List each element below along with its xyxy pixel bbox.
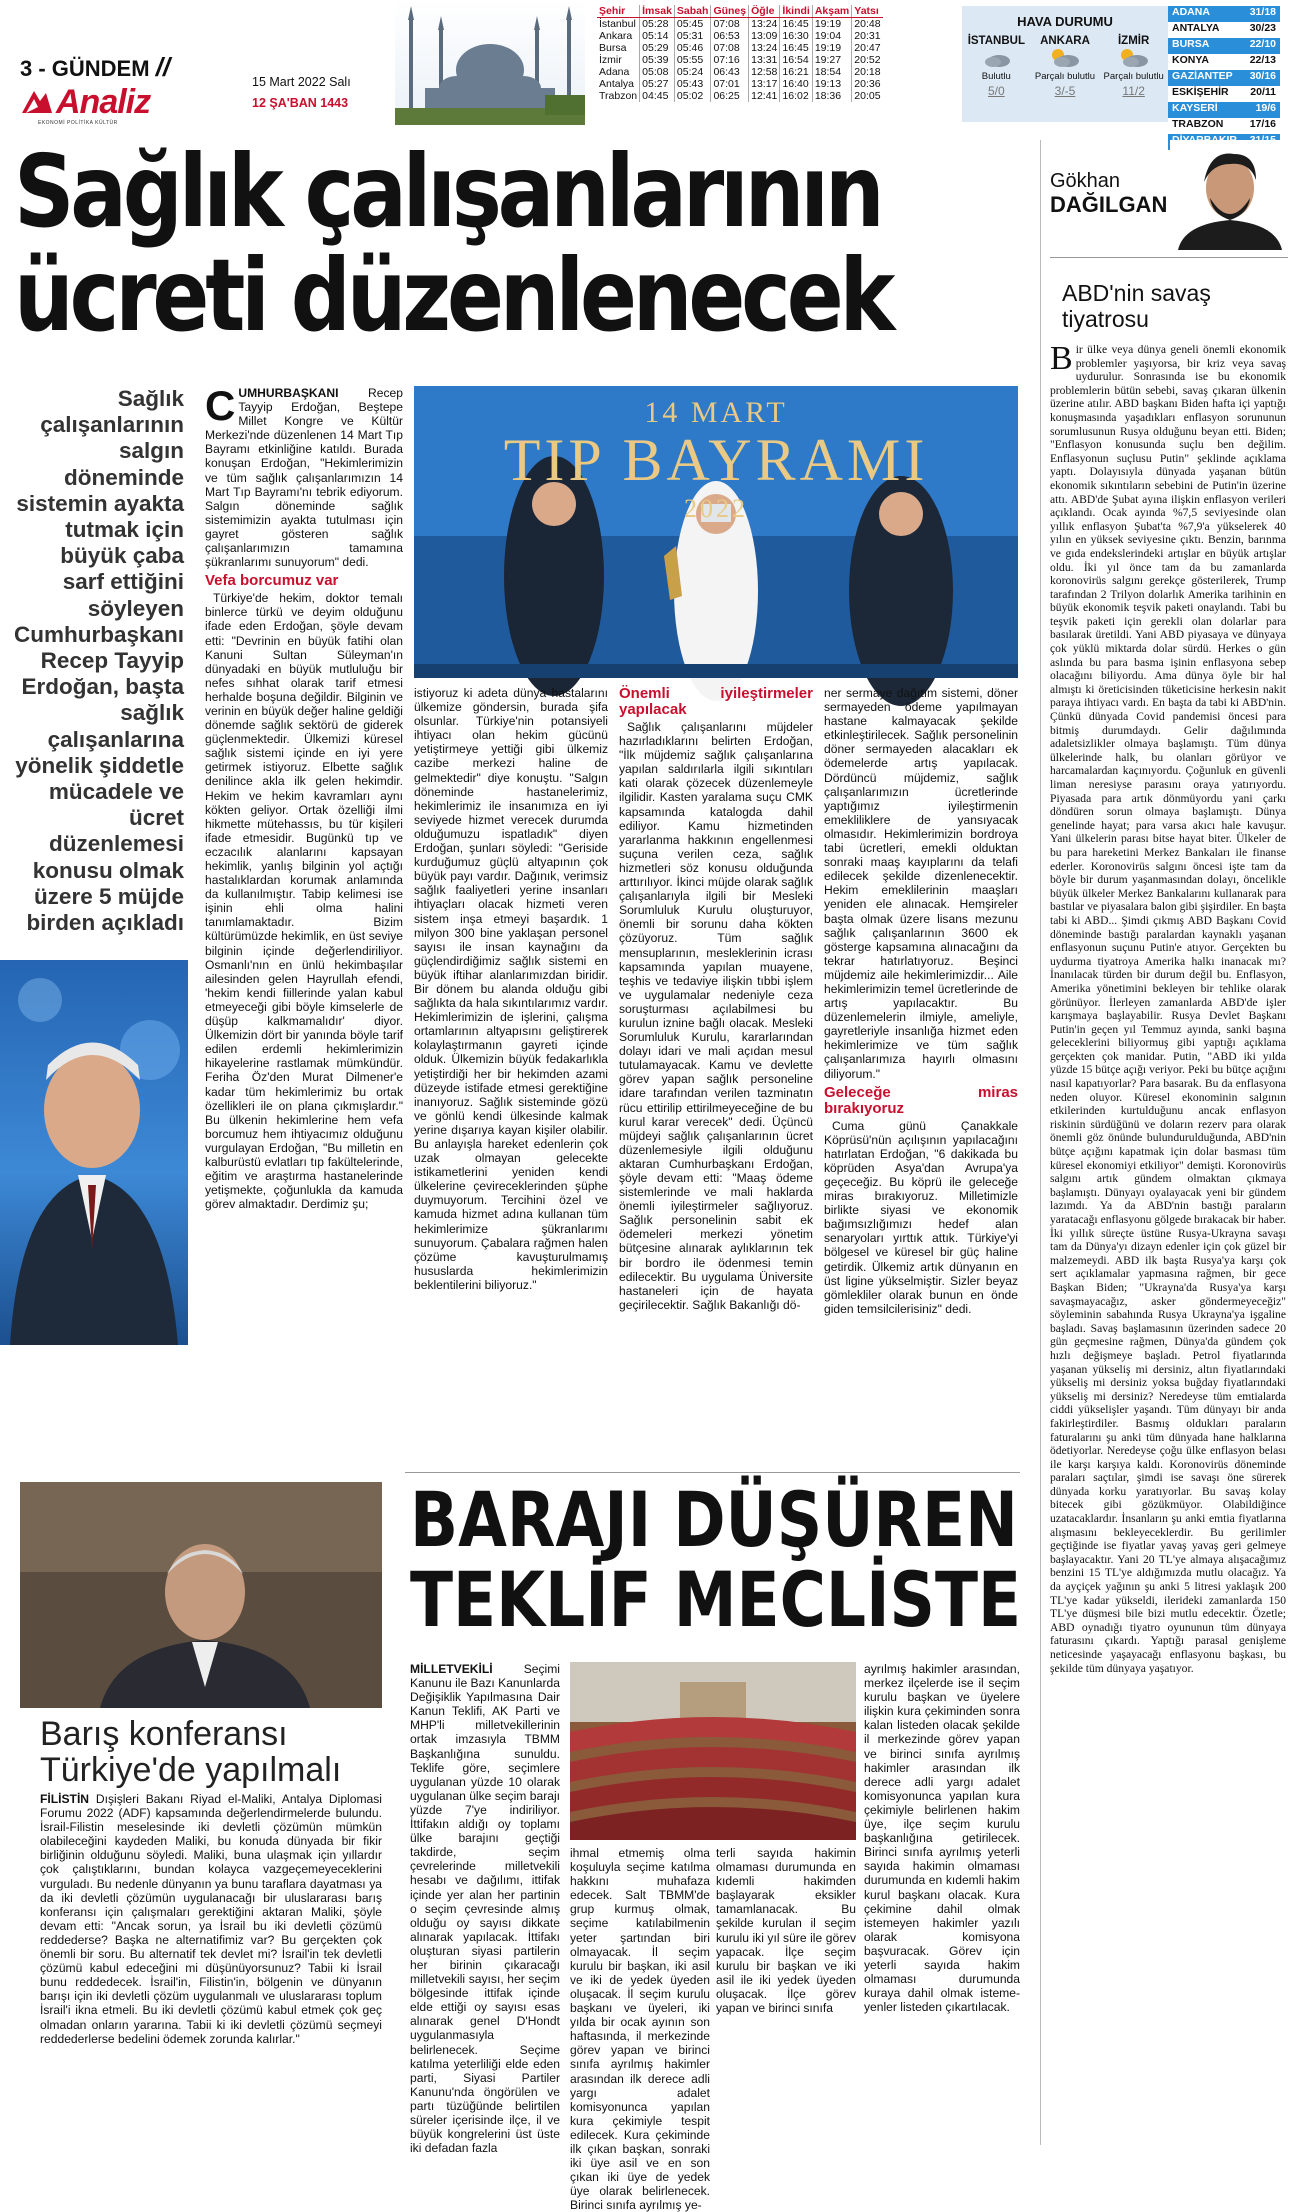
prayer-cell: 05:29	[640, 42, 675, 54]
prayer-row	[597, 42, 883, 54]
weather-list-city: ADANA	[1172, 6, 1210, 18]
partly-cloudy-icon	[1117, 47, 1151, 69]
weather-city	[1102, 35, 1166, 98]
weather-temp: 11/2	[1122, 84, 1145, 98]
prayer-cell: 07:01	[711, 78, 749, 90]
prayer-cell: 16:30	[780, 30, 812, 42]
weather-list-temp: 22/13	[1249, 54, 1276, 66]
weather-list-city: TRABZON	[1172, 118, 1224, 130]
columnist-divider	[1050, 257, 1288, 258]
weather-city	[1033, 35, 1097, 98]
prayer-cell: 06:43	[711, 66, 749, 78]
prayer-cell: 20:18	[852, 66, 883, 78]
subhead-miras: Geleceğe miras bırakıyoruz	[824, 1083, 1018, 1117]
story3-col4: ayrılmış hakimler arasından, merkez ilçelerde ise il seçim kurulu başkan ve üyelere ilişkin kura çekiminden sonra kalan listeden olacak şekilde il merkezinde görev yapan ve birinci sınıfa ayrılmış hakimler arasından ilk derece adli yargı adalet komisyonunca yapılan kura çekimiyle belirlenen hakim üye, ilçe seçim kurulu başkanlığına getirilecek. Birinci sınıfa ayrılmış yeterli sayıda hakimin olmaması durumunda en kıdemli hakim kurul başkanı olacak. Kura çekimine dahil olmak istemeyen hakimler yazılı olarak komisyona başvuracak. Görev için yeterli sayıda hakim olmaması durumunda kuraya dahil olmak isteme-yenler listeden çıkartılacak.	[864, 1662, 1020, 2015]
weather-list-row	[1168, 118, 1280, 134]
prayer-cell: 05:45	[674, 18, 711, 31]
weather-temp: 3/-5	[1054, 84, 1076, 98]
prayer-cell: Bursa	[599, 42, 627, 54]
parliament-photo	[570, 1662, 856, 1840]
prayer-cell: 13:17	[749, 78, 780, 90]
subhead-vefa: Vefa borcumuz var	[205, 572, 339, 590]
weather-city-name: İSTANBUL	[967, 35, 1025, 47]
prayer-cell: Adana	[599, 66, 630, 78]
story2-title: Barış konferansı Türkiye'de yapılmalı	[40, 1715, 342, 1789]
prayer-cell: 04:45	[640, 90, 675, 102]
prayer-cell: İzmir	[599, 54, 622, 66]
main-story-col4: ner sermaye dağıtım sistemi, döner sermayeden ödeme yapılmayan hastane kalmayacak şekilde etkinleştirilecek. Sağlık personelinin döner sermayeden alacakları ek ödemelerde artış yapılacak. Dördüncü müjdemiz, sağlık çalışanlarımızın ücretlerinde yaptığımız iyileştirmenin emekliliklere de yansıyacak olmasıdır. Hekimlerimizin bordroya tabi ücretleri, emekli olduktan sonraki maaş kayıplarını da telafi edilecek şekilde dizenlenecektir. Hekim emeklilerinin maaşları yeniden ele alınacak. Hemşireler başta olmak üzere lisans mezunu sağlık çalışanlarının 3600 ek gösterge kapsamına alınacağını da tekrar hatırlatıyoruz. Beşinci müjdemiz aile hekimlerimizdir... Aile hekimlerimizin temel ücretlerinde de artış yapılacaktır. Bu düzenlemelerin ilmiyle, ameliyle, gayretleriyle insanlığa hizmet eden hekimlerimize ve tüm sağlık çalışanlarımıza hayırlı olmasını diliyorum." Geleceğe miras bırakıyoruz Cuma günü Çanakkale Köprüsü'nün açılışının yapılacağını hatırlatan Erdoğan, "6 dakikada bu köprüden Asya'dan Avrupa'ya geçeceğiz. Bu köprü ile geleceğe miras bırakıyoruz. Milletimizle birlikte siyasi ve ekonomik bağımsızlığımızı hedef alan senaryoları yırttık attık. Türkiye'yi bölgesel ve küresel bir güç haline getirdik. Ülkemiz artık dünyanın en üst ligine yükselmiştir. Sizler beyaz gömlekliler olarak bunun en önde giden temsilcilerisiniz" dedi.	[824, 686, 1018, 1316]
weather-city-name: İZMİR	[1117, 35, 1150, 47]
weather-city-list	[1168, 6, 1280, 150]
prayer-col-header: Akşam	[812, 5, 851, 18]
prayer-cell: 05:08	[640, 66, 675, 78]
prayer-cell: 12:58	[749, 66, 780, 78]
prayer-cell: 05:43	[674, 78, 711, 90]
prayer-col-header: Sabah	[674, 5, 711, 18]
prayer-cell: Trabzon	[599, 90, 638, 102]
main-photo	[414, 386, 1018, 678]
main-story-col3: Önemli iyileştirmeler yapılacak Sağlık çalışanlarını müjdeler hazırladıklarını belirten Erdoğan, "İlk müjdemiz sağlık çalışanlarına yapılan saldırılarla ilgili sıkıntıları kati olarak çözecek düzenlemeyle ilgilidir. Kasten yaralama suçu CMK kapsamında katalogda dahil ediliyor. Kamu hizmetinden yararlanma hakkının engellenmesi suçuna verilen ceza, sağlık hizmetleri söz konusu olduğunda arttırılıyor. İkinci müjde olarak sağlık çalışanlarıyla ilgili bir Mesleki Sorumluluk Kurulu oluşturuyor, önemli bir sorunu daha kökten çözüyoruz. Tüm sağlık mensuplarının, mesleklerinin icrası kapsamında yapılan muayene, teşhis ve tedaviye ilişkin tıbbi işlem ve uygulamalar nedeniyle ceza soruşturması açılabilmesi bu kurulun iznine bağlı olacak. Mesleki Sorumluluk Kurulu, kararlarından dolayı idari ve mali açıdan mesul tutulamayacak. Kamu ve devlette görev yapan sağlık personeline idare tarafından verilen tazminatın rücu ettirilip ettirilmeyeceğine de bu kurul karar verecek" dedi. Üçüncü müjdeyi sağlık çalışanlarının ücret düzenlemesiyle ilgili olduğunu aktaran Cumhurbaşkanı Erdoğan, şöyle devam etti: "Maaş ödeme sistemlerinde ve mali haklarda önemli iyileştirmeler sağlıyoruz. Sağlık personelinin sabit ek ödemeleri merkezi yönetim bütçesine alınarak aylıklarının tek bir bordro ile ödenmesi temin edilecektir. Bu uygulama Üniversite hastaneleri için de hayata geçirilecektir. Sağlık Bakanlığı dö-	[619, 685, 813, 1312]
prayer-cell: 05:28	[640, 18, 675, 31]
weather-list-row	[1168, 38, 1280, 54]
columnist-first-name: Gökhan	[1050, 170, 1121, 192]
logo-tagline: EKONOMİ POLİTİKA KÜLTÜR	[38, 120, 118, 126]
photo-banner-line2: TIP BAYRAMI	[503, 427, 929, 493]
prayer-cell: 13:24	[749, 18, 780, 31]
prayer-cell: 07:08	[711, 18, 749, 31]
subhead-iyilestirmeler: Önemli iyileştirmeler yapılacak	[619, 685, 813, 718]
prayer-row	[597, 66, 883, 78]
prayer-row	[597, 18, 883, 31]
prayer-col-header: İmsak	[640, 5, 675, 18]
logo-text: Analiz	[56, 82, 151, 121]
photo-banner-line3: 2022	[684, 494, 748, 523]
story3-top-rule	[405, 1472, 1020, 1473]
prayer-col-header: Şehir	[597, 5, 640, 18]
prayer-cell: 05:46	[674, 42, 711, 54]
prayer-cell: 16:21	[780, 66, 812, 78]
story2-text: FİLİSTİN Dışişleri Bakanı Riyad el-Maliki, Antalya Diplomasi Forumu 2022 (ADF) kapsamında değerlendirmelerde bulundu. İsrail-Filistin meselesinde iki devletli çözümün mümkün olabileceğini kaydeden Maliki, bu konuda dünyada bir fikir birliğinin olduğunu söyledi. Maliki, buna ulaşmak için yıllardır çok çalıştıklarını, bundan kolayca vazgeçemeyeceklerini vurguladı. Bu nedenle dünyanın ya bunu taraflara dayatması ya da iki devletli çözümün uygulanacağı bir uluslararası barış konferansı için çalışmaları gerektiğini aktaran Maliki, şöyle devam etti: "Ancak sorun, ya İsrail bu iki devletli çözümü reddederse? Başka ne alternatifimiz var? Bu gerçekten çok önemli bir soru. Bu alternatif tek devlet mi? İsrail'in tek devletli çözümü kabul edeceğini mi düşünüyorsunuz? Tabii ki İsrail bunu reddedecek. İsrail'in, Filistin'in, bölgenin ve dünyanın barışı için iki devletli çözüm uygulanmalı ve uluslararası toplum İsrail'i ikna etmeli. Bu iki devletli çözümü kabul etmek çok geç olmadan onların yararına. Tabii ki iki devletli çözümü seçmeyi reddederlerse bedelini ödemek zorunda kalırlar."	[40, 1792, 382, 2046]
prayer-cell: 07:08	[711, 42, 749, 54]
prayer-cell: 20:48	[852, 18, 883, 31]
main-summary: Sağlık çalışanlarının salgın döneminde sistemin ayakta tutmak için büyük çaba sarf ettiğini söyleyen Cumhurbaşkanı Recep Tayyip Erdoğan, başta sağlık çalışanlarına yönelik şiddetle mücadele ve ücret düzenlemesi konusu olmak üzere 5 müjde birden açıkladı	[14, 386, 185, 936]
partly-cloudy-icon	[1048, 47, 1082, 69]
prayer-cell: 20:47	[852, 42, 883, 54]
weather-list-row	[1168, 102, 1280, 118]
story3-col1: MİLLETVEKİLİ Seçimi Kanunu ile Bazı Kanunlarda Değişiklik Yapılmasına Dair Kanun Teklifi, AK Parti ve MHP'li milletvekillerinin ortak imzasıyla TBMM Başkanlığına sunuldu. Teklife göre, seçimlere uygulanan yüzde 10 olarak uygulanan ülke seçim barajı yüzde 7'ye indiriliyor. İttifakın aldığı oy toplamı ülke barajını geçtiği takdirde, seçim çevrelerinde milletvekili hesabı ve dağılımı, ittifak içinde yer alan her partinin o seçim çevresinde almış olduğu oy sayısı dikkate alınarak yapılacak. İttifakı oluşturan siyasi partilerin her birinin çıkaracağı milletvekili sayısı, her seçim bölgesinde ittifak içinde elde ettiği oy sayısı esas alınarak genel D'Hondt uygulanmasıyla belirlenecek. Seçime katılma yeterliliği elde eden parti, Siyasi Partiler Kanunu'nda öngörülen ve partı tüzüğünde belirtilen süreler içerisinde ilçe, il ve büyük kongrelerini üst üste iki defadan fazla	[410, 1662, 560, 2156]
page-label: 3 - GÜNDEM //	[20, 52, 171, 82]
weather-list-temp: 30/23	[1249, 22, 1276, 34]
prayer-cell: 05:02	[674, 90, 711, 102]
logo	[20, 84, 200, 120]
column-text: Bir ülke veya dünya geneli önemli ekonomik problemler yaşıyorsa, bir kriz veya savaş uydurulur. Sonrasında ise bu ekonomik problemlerin bütün sebebi, savaş çıkaran ülkenin üzerine atılır. ABD başkanı Biden hafta içi yaptığı konuşmasında yaşadıkları enflasyon sorununun sorumlusunun Rusya olduğunu beyan etti. Biden; "Enflasyon konusunda suçlu ben değilim. Enflasyonun suçlusu Putin" şeklinde açıklama yaptı. Dolayısıyla dünyada yaşanan bütün ekonomik sıkıntıların sebebini de Putin'in üzerine attı. ABD'de Şubat ayına ilişkin enflasyon verileri açıklandı. Ocak ayında %7,5 seviyesinde olan yıllık enflasyon Şubat'ta %7,9'a yükselerek 40 yılın en yüksek seviyesine çıktı. Benzin, barınma ve gıda endekslerindeki artışlar en büyük artışlar oldu. İki yıl önce tam da bu zamanlarda koronovirüs salgını gerekçe gösterilerek, Trump tarafından 2 Trilyon dolarlık Amerika tarihinin en büyük ekonomik teşvik paketi onaylandı. Tabi bu teşvik paketi için gerekli olan dolarlar para basılarak üretildi. Yani ABD piyasaya ve dünyaya çok yüklü miktarda dolar sürdü. Herkes o gün aslında bu para basma işinin enflasyona sebep olacağını biliyordu. Ama dünya öyle bir hal almıştı ki öreticisinden tüketicisine herkesin nakit paraya ihtiyacı vardı. En başta da tabi ki ABD'nin. Çünkü dünyada Covid pandemisi öncesi para bitmiş durumdaydı. Gelir dağılımında adaletsizlikler olmaya başlamıştı. Tüm dünya ülkelerinde halk, bu olanları görüyor ve harcamalardan kaçınıyordu. Çoğunluk en güvenli liman neresiyse parasını oraya yatırıyordu. Piyasada para artık dönmüyordu yani çarkı döndüren sorun olmaya başlamıştı. Dünya genelinde hayat; para varsa akıcı hale kavuşur. Yani ülkelerin parası bitse hayat biter. Ülkeler de bu para hareketini Merkez Bankaları ile finanse ederler. Koronovirüs salgını öncesi işte tam da böyle bir durum yaşanmasından dolayı, öncelikle büyük ülkeler Merkez Bankalarını kullanarak para bastılar ve piyasalara balon gibi şişirdiler. En başta tabi ki ABD... Şimdi çıkmış ABD Başkanı Covid döneminde bastığı paralardan kaynaklı yaşanan enflasyonun suçunu Putin'e atıyor. Gerçekten bu uydurma tiyatroya Amerika halkı inanacak mı? İnanılacak türden bir durum değil bu. Enflasyon, Amerika yönetimini bekleyen bir tehlike olarak görünüyor. İlerleyen zamanlarda ABD'de işler karışmaya başlayabilir. Rusya Devlet Başkanı Putin'in geçen yıl Temmuz ayında, sanki başına geleceklerini biliyormuş gibi yaptığı açıklama gerçekten çok manidar. Putin, "ABD iki yılda yüzde 15 bütçe açığı veriyor. Peki bu bütçe açığını nasıl kapatıyorlar? Para basarak. Bu da enflasyona neden oluyor. Küresel ekonominin salgının etkilerinden kurtulduğunu ancak enflasyon riskinin sürdüğünü ve doların rezerv para olarak önemli göz önünde bulundurulduğunda, ABD'nin bütçe açığını kapatmak için dolar basması tüm küresel ekonomiyi etkiliyor" demişti. Koronovirüs salgını artık gündem olmaktan çıkmaya başlamıştı. Dünyayı oyalayacak yeni bir gündem lazımdı. Ya da ABD'nin bastığı paraların yaratacağı enflasyonu gölgede bırakacak bir haber. İki yıllık süreçte üstüne Rusya-Ukrayna savaşı tam da Dünya'yı dizayn edenler için çok güzel bir malzemeydi. ABD ilk başta Rusya'ya karşı çok sert açıklamalar yapmasına rağmen, bir gece Başkan Biden; "Ukrayna'da Rusya'ya karşı savaşmayacağız, asker göndermeyeceğiz" söyleminin sabahında Rusya Ukrayna'ya işgaline başladı. Savaş başlamasının üzerinden sadece 20 gün geçmesine rağmen, Dünya'da gündem çok hızlı değişmeye başladı. Petrol fiyatlarında yaşanan yükseliş mi dersiniz, altın fiyatlarındaki yükseliş mi dersiniz yoksa buğday fiyatlarındaki yükseliş mi dersiniz? Neredeyse tüm emtialarda ciddi yükselişler yaşandı. Tüm dünyayı bir anda fakirleştirdiler. Basmış oldukları paraların faturalarını şu anki tüm dünyada hane halklarına ödetiyorlar. Neredeyse çoğu ülke enflasyon belası ile karşı karşıya kaldı. Koronovirüs döneminde paraları saçtılar, şimdi ise savaşı öne sürerek dünyada korku yaratıyorlar. Bu savaş kolay bitecek gibi gözükmüyor. Olabildiğince uzatacaklardır. İnsanların şu anki emtia fiyatlarına alışmasını bekleyeceklerdir. Bu gerilimler geçtiğinde ise fiyatlar yavaş yavaş geri gelmeye başlayacaktır. Yani 20 TL'ye almaya alışacağımız benzini 15 TL'ye aldığımızda mutlu olacağız. Ya da ayçiçek yağının şu anki 5 litresi yaklaşık 200 TL'ye kadar yükseldi, ilerideki zamanlarda 150 TL'ye düşmesi bile bizi mutlu edecektir. Özetle; ABD oynadığı tiyatro oyununun tüm dünyaya faturasını çıkardı. Yaptığı parasal genişleme neticesinde yaşayacağı enflasyonu başkası, bu şekilde tüm dünyaya yaşatıyor.	[1050, 340, 1286, 1675]
weather-city-name: ANKARA	[1040, 35, 1090, 47]
prayer-cell: 05:14	[640, 30, 675, 42]
mosque-illustration	[395, 0, 585, 125]
weather-condition: Parçalı bulutlu	[1034, 71, 1096, 82]
weather-box	[962, 6, 1168, 122]
erdogan-portrait	[0, 960, 188, 1345]
weather-list-temp: 22/10	[1249, 38, 1276, 50]
column-dropcap: B	[1050, 340, 1073, 377]
prayer-row	[597, 30, 883, 42]
main-headline: Sağlık çalışanlarının ücreti düzenlenecek	[14, 133, 892, 354]
prayer-cell: 16:40	[780, 78, 812, 90]
prayer-col-header: Yatsı	[852, 5, 883, 18]
section-slashes: //	[155, 52, 171, 82]
prayer-col-header: İkindi	[780, 5, 812, 18]
column-title: ABD'nin savaş tiyatrosu	[1062, 280, 1211, 332]
weather-condition: Bulutlu	[981, 71, 1011, 82]
prayer-cell: 05:31	[674, 30, 711, 42]
prayer-row	[597, 90, 883, 102]
prayer-cell: 05:24	[674, 66, 711, 78]
prayer-cell: 16:45	[780, 42, 812, 54]
story3-headline: BARAJI DÜŞÜREN TEKLİF MECLİSTE	[410, 1475, 1022, 1644]
weather-list-row	[1168, 54, 1280, 70]
prayer-cell: 05:55	[674, 54, 711, 66]
photo-banner-line1: 14 MART	[644, 396, 788, 429]
prayer-times-table	[597, 5, 883, 102]
weather-list-temp: 17/16	[1249, 118, 1276, 130]
columnist-last-name: DAĞILGAN	[1050, 192, 1168, 217]
columnist-photo	[1170, 140, 1290, 250]
prayer-cell: 13:31	[749, 54, 780, 66]
weather-list-temp: 30/16	[1249, 70, 1276, 82]
cloud-icon	[979, 47, 1013, 69]
prayer-cell: 19:27	[812, 54, 851, 66]
prayer-cell: 05:39	[640, 54, 675, 66]
prayer-cell: 07:16	[711, 54, 749, 66]
prayer-cell: İstanbul	[599, 18, 636, 30]
weather-temp: 5/0	[987, 84, 1005, 98]
weather-list-city: KAYSERİ	[1172, 102, 1218, 114]
prayer-cell: 18:54	[812, 66, 851, 78]
prayer-col-header: Güneş	[711, 5, 749, 18]
weather-title: HAVA DURUMU	[1017, 14, 1113, 29]
prayer-row	[597, 78, 883, 90]
prayer-row	[597, 54, 883, 66]
issue-date: 15 Mart 2022 Salı	[252, 75, 351, 89]
weather-list-city: ANTALYA	[1172, 22, 1220, 34]
weather-list-row	[1168, 70, 1280, 86]
prayer-cell: 05:27	[640, 78, 675, 90]
prayer-cell: 06:53	[711, 30, 749, 42]
prayer-cell: Antalya	[599, 78, 635, 90]
prayer-cell: 20:31	[852, 30, 883, 42]
prayer-cell: 20:05	[852, 90, 883, 102]
main-story-col2: istiyoruz ki adeta dünya hastalarını ülkemize göndersin, burada şifa olsunlar. Türkiye'nin potansiyeli ihtiyacı olan hekim gücünü yetiştirmeye yettiği gibi ülkemiz cazibe merkezi haline de gelmektedir" diye konuştu. "Salgın döneminde hastanelerimiz, hekimlerimiz ile insanımıza en iyi seviyede hizmet verecek durumda olduğumuzu ispatladık" diyen Erdoğan, şunları söyledi: "Geriside kurduğumuz güçlü altyapının çok büyük payı vardır. Dağınık, verimsiz sağlık faaliyetleri yerine insanları ihtiyaçları olacak hizmeti veren sistem inşa etmeyi başardık. 1 milyon 300 bine yaklaşan personel sayısı ile insan kaynağını da güçlendirdiğimiz sağlık sistemi en büyük iftihar alanlarımızdan biridir. Bir dönem bu alanda olduğu gibi sağlıkta da hala sıkıntılarımız vardır. Hekimlerimizin de işlerini, çalışma ortamlarının altyapısını geliştirerek kolaylaştırmanın gayreti içinde olduk. Ülkemizin büyük fedakarlıkla yetiştirdiği her bir hekimden azami düzeyde istifade etmesi gerektiğine inanıyoruz. Sağlık sisteminde gözü ve gönlü kendi ülkesinde kalmak yerine dışarıya kayan kişiler olabilir. Bu anlayışla hareket edenlerin çok uzak olmayan gelecekte istikametlerini yeniden kendi ülkelerine çevireceklerinden şüphe duymuyorum. Tercihini özel ve kamuda hizmet adına kullanan tüm hekimlerimize şükranlarımı sunuyorum. Çabalara rağmen halen çözüme kavuşturulmamış hususlarda hekimlerimizin beklentilerini biliyoruz."	[414, 686, 608, 1292]
prayer-cell: 13:09	[749, 30, 780, 42]
weather-list-temp: 20/11	[1250, 86, 1276, 98]
prayer-cell: 19:04	[812, 30, 851, 42]
prayer-cell: 13:24	[749, 42, 780, 54]
prayer-cell: 18:36	[812, 90, 851, 102]
weather-list-temp: 31/18	[1249, 6, 1276, 18]
weather-list-city: BURSA	[1172, 38, 1210, 50]
prayer-cell: 19:13	[812, 78, 851, 90]
prayer-cell: 16:54	[780, 54, 812, 66]
weather-list-temp: 19/6	[1255, 102, 1276, 114]
prayer-cell: 19:19	[812, 42, 851, 54]
prayer-col-header: Öğle	[749, 5, 780, 18]
weather-list-row	[1168, 86, 1280, 102]
weather-list-row	[1168, 6, 1280, 22]
maliki-photo	[20, 1482, 382, 1708]
prayer-cell: 20:52	[852, 54, 883, 66]
weather-condition: Parçalı bulutlu	[1103, 71, 1164, 82]
columnist-header	[1050, 140, 1290, 250]
prayer-cell: 16:45	[780, 18, 812, 31]
weather-list-city: KONYA	[1172, 54, 1209, 66]
weather-city	[964, 35, 1028, 98]
prayer-cell: 12:41	[749, 90, 780, 102]
weather-list-city: ESKİŞEHİR	[1172, 86, 1229, 98]
dropcap: C	[205, 382, 236, 429]
prayer-cell: 20:36	[852, 78, 883, 90]
weather-list-city: GAZİANTEP	[1172, 70, 1233, 82]
prayer-cell: Ankara	[599, 30, 633, 42]
prayer-cell: 16:02	[780, 90, 812, 102]
prayer-cell: 19:19	[812, 18, 851, 31]
main-story-col1: CUMHURBAŞKANI Recep Tayyip Erdoğan, Beştepe Millet Kongre ve Kültür Merkezi'nde düzenlenen 14 Mart Tıp Bayramı etkinliğine katıldı. Burada konuşan Erdoğan, "Hekimlerimizin ve tüm sağlık çalışanlarımızın 14 Mart Tıp Bayramı'nı tebrik ediyorum. Salgın döneminde sağlık sistemimizin ayakta tutulması için gayret gösteren sağlık çalışanlarımızın tamamına şükranlarımı sunuyorum" dedi. Vefa borcumuz var Türkiye'de hekim, doktor temalı binlerce türkü ve deyim olduğunu ifade eden Erdoğan, şöyle devam etti: "Devrinin en büyük fatihi olan Kanuni Sultan Süleyman'ın dünyadaki en büyük mutluluğu bir nefes sıhhat olarak tarif etmesi herhalde boşuna değildir. Bilginin ve verinin en büyük değer haline geldiği dönemde sağlık sektörü de giderek güçlenmektedir. Ülkemizi küresel sağlık sistemi içinde en iyi yere getirmek istiyoruz. Elbette sağlık denilince akla ilk gelen hekimdir. Hekim ve hekim kavramları aynı kökten geliyor. Ortak özelliği ilmi hikmette mütehassıs, bu tür kişileri ifade etmesidir. Bugünkü tıp ve eczacılık alanlarını kapsayan hekimlik, yanlış bilginin yol açtığı hastalıklardan korumak anlamında da kullanılmıştır. Tabip kelimesi ise işinin ehli olma halini tanımlamaktadır. Bizim kültürümüzde hekimlik, en üst seviye bilginin içinde değerlendiriliyor. Osmanlı'nın en ünlü hekimbaşılar ailesinden gelen Hayrullah efendi, 'hekim kendi fiillerinde yalan kabul etmeyeceği gibi böyle kimselerle de düşüp kalkmamalıdır' diyor. Ülkemizin dört bir yanında böyle tarif edilen erdemli hekimlerimizin hikayelerine rastlamak mümkündür. Feriha Öz'den Murat Dilmener'e kadar tüm hekimlerimiz bu ortak özellikleri ile on plana çıkmışlardır." Bu ülkenin hekimlerine hem vefa borcumuz hem ihtiyacımız olduğunu vurgulayan Erdoğan, "Bu milletin en kalburüstü evlatları tıp fakültelerinde, eğitim ve araştırma hastanelerinde yetişmekte, çoğunlukla da kamuda görev almaktadır. Derdimiz şu;	[205, 382, 403, 1212]
story3-col2: ihmal etmemiş olma koşuluyla seçime katılma hakkını muhafaza edecek. Salt TBMM'de grup kurmuş olmak, seçime katılabilmenin yeter şartından biri olmayacak. İl seçim kurulu bir başkan, iki asil ve iki de yedek üyeden oluşacak. İl seçim kurulu başkanı ve üyeleri, iki yılda bir ocak ayının son haftasında, il merkezinde görev yapan ve birinci sınıfa ayrılmış hakimler arasından ilk derece adli yargı adalet komisyonunca yapılan kura çekimiyle tespit edilecek. Kura çekiminde ilk çıkan başkan, sonraki iki üye asil ve en son çıkan iki üye de yedek üye olarak belirlenecek. Birinci sınıfa ayrılmış ye-	[570, 1846, 710, 2212]
hijri-date: 12 ŞA'BAN 1443	[252, 96, 349, 110]
prayer-cell: 06:25	[711, 90, 749, 102]
weather-list-row	[1168, 22, 1280, 38]
logo-mark	[20, 87, 54, 117]
story3-col3: terli sayıda hakimin olmaması durumunda en kıdemli hakimden başlayarak eksikler tamamlanacak. Bu şekilde kurulan il seçim kurulu iki yıl süre ile görev yapacak. İlçe seçim kurulu bir başkan ve iki asil ile iki yedek üyeden oluşacak. İlçe görev yapan ve birinci sınıfa	[716, 1846, 856, 2016]
column-separator	[1040, 140, 1041, 2145]
